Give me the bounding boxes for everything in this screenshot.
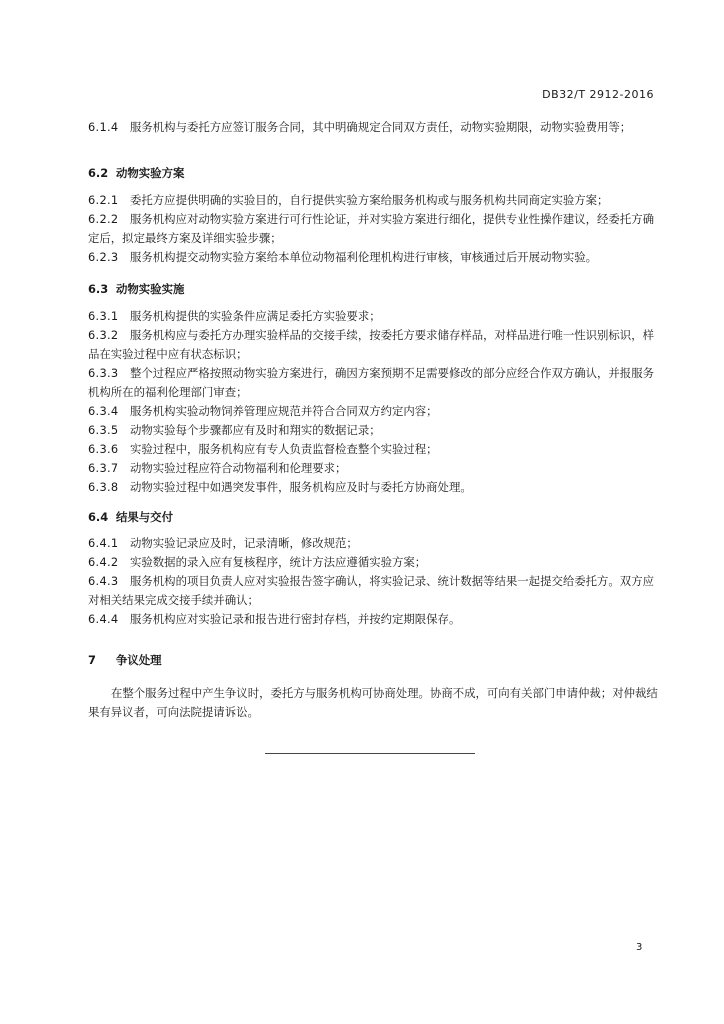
clause-number: 6.3.1 xyxy=(88,309,119,323)
clause-number: 6.3.8 xyxy=(88,480,119,494)
section-title: 结果与交付 xyxy=(116,510,173,524)
section-title: 动物实验实施 xyxy=(116,282,185,296)
clause-number: 6.3.3 xyxy=(88,366,119,380)
clause-number: 6.3.5 xyxy=(88,423,119,437)
clause-6-3-4 xyxy=(88,402,658,421)
document-code: DB32/T 2912-2016 xyxy=(542,88,654,101)
clause-6-2-3 xyxy=(88,248,658,267)
clause-number: 6.2.3 xyxy=(88,250,119,264)
clause-text: 动物实验记录应及时，记录清晰，修改规范； xyxy=(130,536,358,550)
clause-number: 6.3.7 xyxy=(88,461,119,475)
clause-6-4-4 xyxy=(88,610,658,629)
clause-number: 6.2.1 xyxy=(88,193,119,207)
clause-text: 动物实验过程应符合动物福利和伦理要求； xyxy=(130,461,347,475)
clause-number: 6.4.1 xyxy=(88,536,119,550)
clause-text: 实验过程中，服务机构应有专人负责监督检查整个实验过程； xyxy=(130,442,438,456)
clause-text: 实验数据的录入应有复核程序，统计方法应遵循实验方案； xyxy=(130,555,427,569)
clause-text: 服务机构的项目负责人应对实验报告签字确认，将实验记录、统计数据等结果一起提交给委托方。双方应对相关结果完成交接手续并确认； xyxy=(88,574,654,607)
clause-6-4-2 xyxy=(88,553,658,572)
dispute-paragraph: 在整个服务过程中产生争议时，委托方与服务机构可协商处理。协商不成，可向有关部门申请仲裁；对仲裁结果有异议者，可向法院提请诉讼。 xyxy=(88,686,658,719)
clause-text: 委托方应提供明确的实验目的，自行提供实验方案给服务机构或与服务机构共同商定实验方案； xyxy=(130,193,609,207)
clause-6-4-1 xyxy=(88,534,658,553)
section-heading-7 xyxy=(88,652,162,668)
clause-number: 6.3.4 xyxy=(88,404,119,418)
clause-6-4-3 xyxy=(88,572,658,610)
clause-text: 动物实验每个步骤都应有及时和翔实的数据记录； xyxy=(130,423,381,437)
clause-number: 6.4.2 xyxy=(88,555,119,569)
clause-text: 服务机构提供的实验条件应满足委托方实验要求； xyxy=(130,309,381,323)
clause-text: 动物实验过程中如遇突发事件，服务机构应及时与委托方协商处理。 xyxy=(130,480,472,494)
clause-number: 6.3.6 xyxy=(88,442,119,456)
clause-6-3-6 xyxy=(88,440,658,459)
section-number: 6.3 xyxy=(88,282,109,296)
clause-text: 服务机构应对动物实验方案进行可行性论证，并对实验方案进行细化，提供专业性操作建议，经委托方确定后，拟定最终方案及详细实验步骤； xyxy=(88,212,654,245)
clause-text: 服务机构应对实验记录和报告进行密封存档，并按约定期限保存。 xyxy=(130,612,461,626)
clause-6-3-1 xyxy=(88,307,658,326)
clause-6-3-8 xyxy=(88,478,658,497)
clause-text: 服务机构应与委托方办理实验样品的交接手续，按委托方要求储存样品，对样品进行唯一性识别标识，样品在实验过程中应有状态标识； xyxy=(88,328,654,361)
clause-6-3-5 xyxy=(88,421,658,440)
clause-6-3-7 xyxy=(88,459,658,478)
clause-number: 6.2.2 xyxy=(88,212,119,226)
clause-text: 服务机构提交动物实验方案给本单位动物福利伦理机构进行审核，审核通过后开展动物实验。 xyxy=(130,250,598,264)
clause-text: 服务机构实验动物饲养管理应规范并符合合同双方约定内容； xyxy=(130,404,438,418)
clause-number: 6.1.4 xyxy=(88,120,119,134)
section-title: 动物实验方案 xyxy=(116,166,185,180)
clause-number: 6.4.4 xyxy=(88,612,119,626)
section-heading-6-4 xyxy=(88,509,173,525)
page-number: 3 xyxy=(636,942,643,953)
section-heading-6-3 xyxy=(88,281,184,297)
clause-text: 整个过程应严格按照动物实验方案进行，确因方案预期不足需要修改的部分应经合作双方确认，并报服务机构所在的福利伦理部门审查； xyxy=(88,366,654,399)
clause-6-3-2 xyxy=(88,326,658,364)
clause-number: 6.3.2 xyxy=(88,328,119,342)
end-of-document-rule xyxy=(265,753,475,754)
clause-6-2-1 xyxy=(88,191,658,210)
section-number: 6.2 xyxy=(88,166,109,180)
clause-text: 服务机构与委托方应签订服务合同，其中明确规定合同双方责任，动物实验期限，动物实验费用等； xyxy=(130,120,632,134)
section-number: 6.4 xyxy=(88,510,109,524)
clause-number: 6.4.3 xyxy=(88,574,119,588)
clause-6-1-4 xyxy=(88,118,658,137)
clause-6-3-3 xyxy=(88,364,658,402)
section-number: 7 xyxy=(88,653,96,667)
section-title: 争议处理 xyxy=(116,653,162,667)
clause-6-2-2 xyxy=(88,210,658,248)
section-heading-6-2 xyxy=(88,165,184,181)
